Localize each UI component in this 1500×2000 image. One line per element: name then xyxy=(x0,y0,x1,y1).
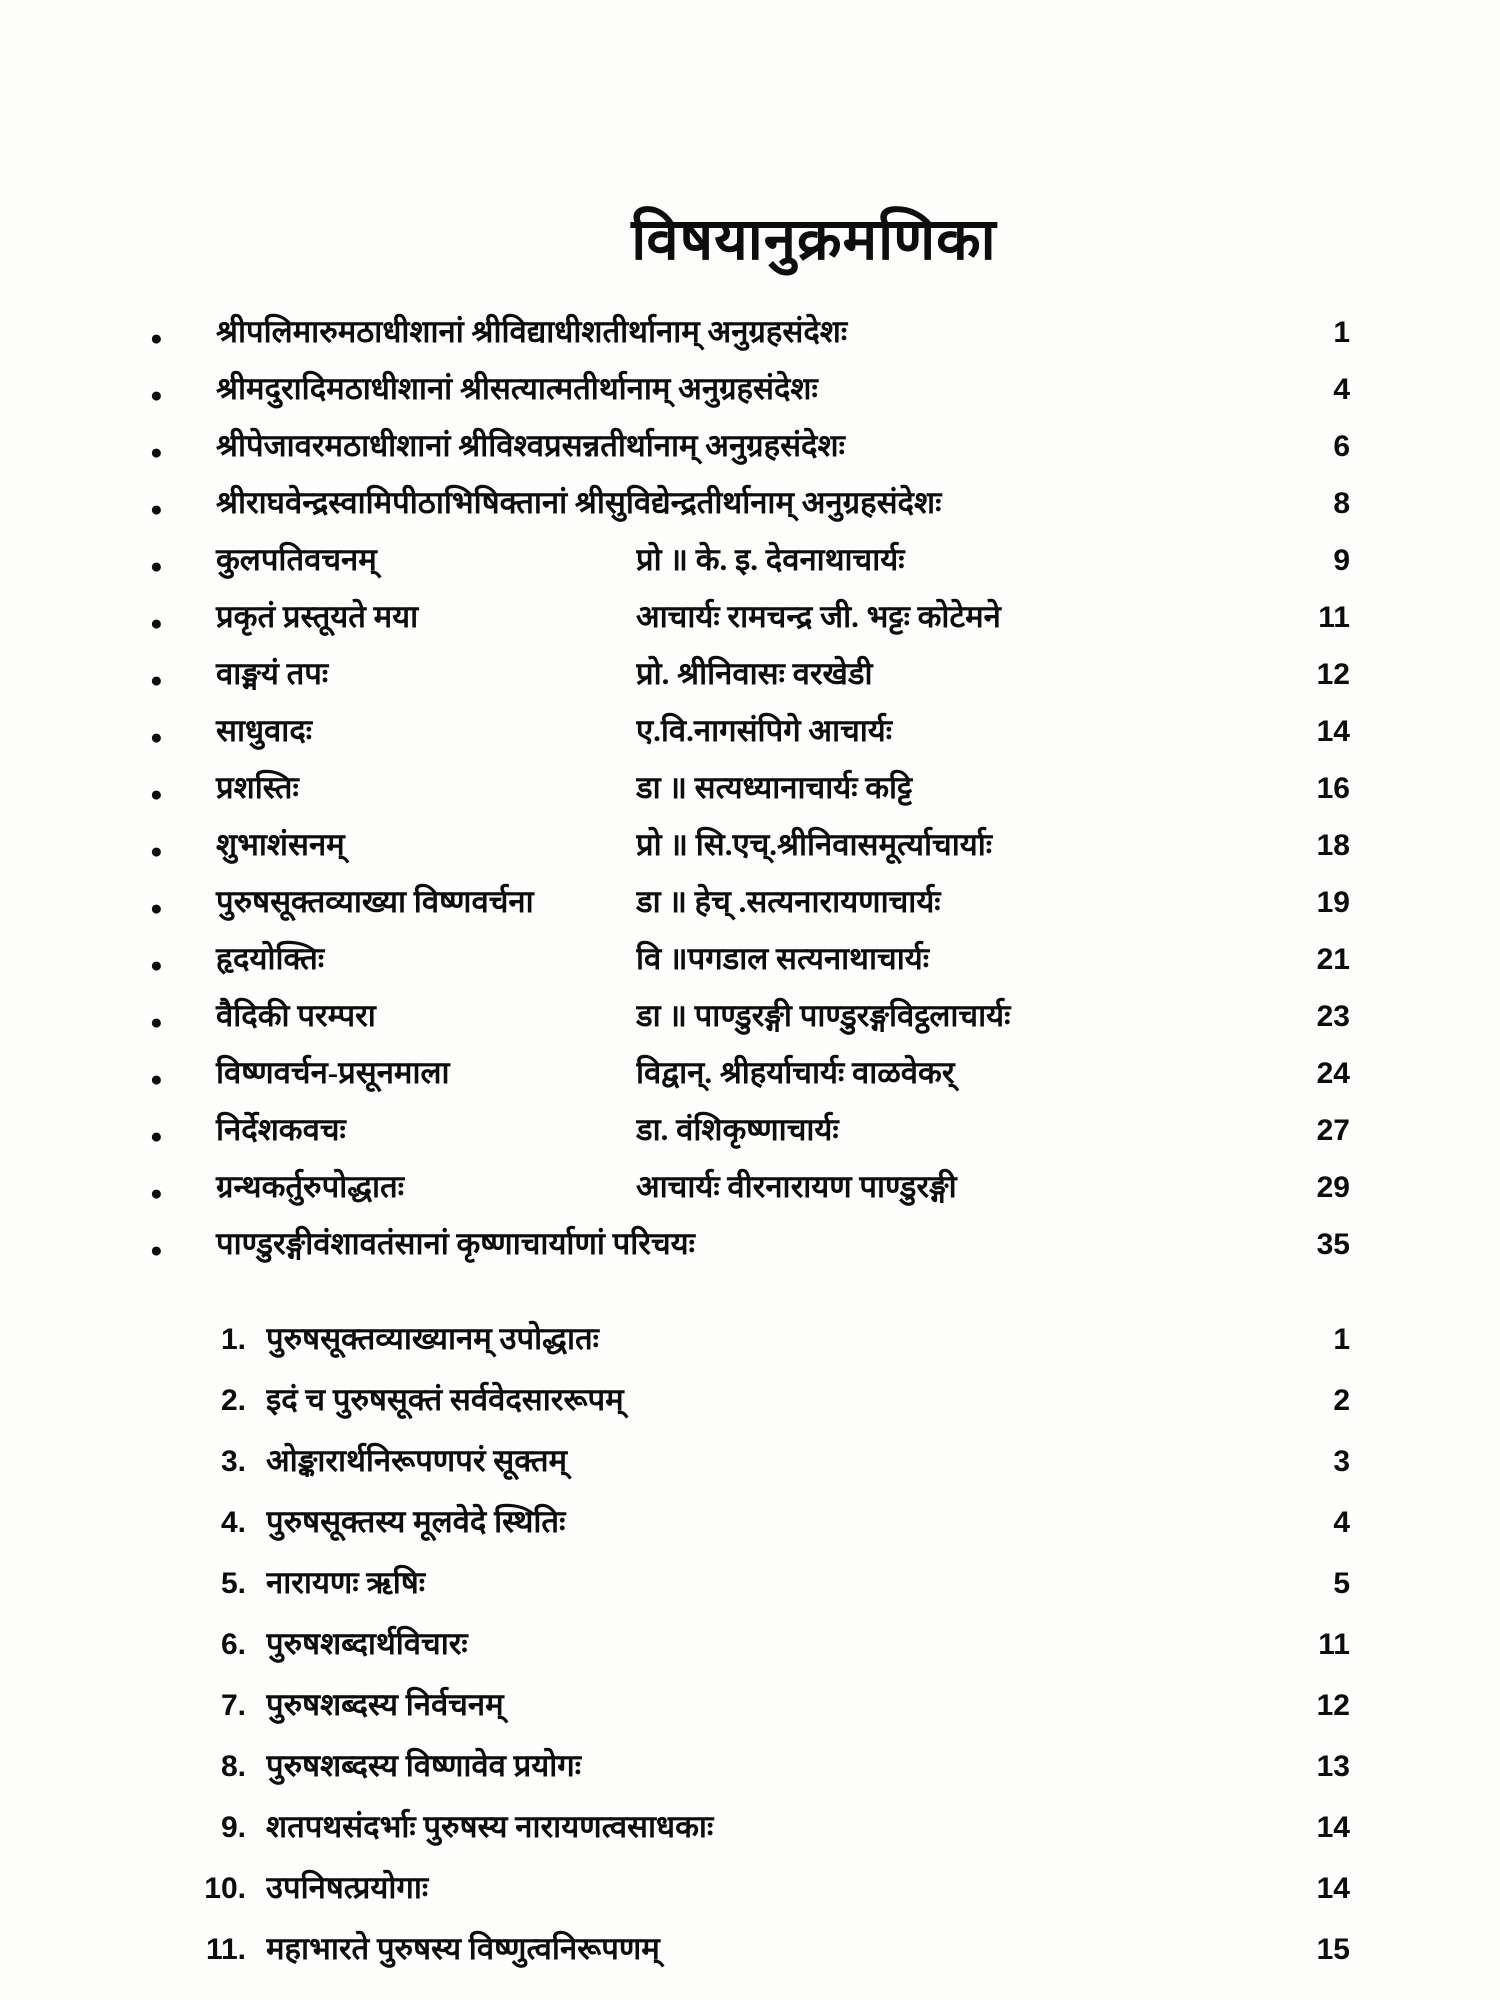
entry-author: प्रो ॥ के. इ. देवनाथाचार्यः xyxy=(636,542,905,577)
bullet-icon: ● xyxy=(150,383,163,407)
numbered-row xyxy=(150,1500,1350,1561)
numbered-row xyxy=(150,1866,1350,1927)
numbered-row xyxy=(150,1805,1350,1866)
entry-page-number: 15 xyxy=(1316,1933,1350,1966)
entry-page-number: 13 xyxy=(1316,1750,1350,1783)
numbered-row xyxy=(150,1683,1350,1744)
entry-title: श्रीपेजावरमठाधीशानां श्रीविश्वप्रसन्नतीर्थानाम् अनुग्रहसंदेशः xyxy=(216,428,845,463)
bullet-icon: ● xyxy=(150,896,163,920)
toc-row xyxy=(150,1108,1350,1165)
entry-title: कुलपतिवचनम् xyxy=(216,542,377,577)
entry-author: डा ॥ पाण्डुरङ्गी पाण्डुरङ्गविट्ठलाचार्यः xyxy=(636,998,1011,1033)
entry-page-number: 4 xyxy=(1333,1506,1350,1539)
entry-page-number: 1 xyxy=(1333,1323,1350,1356)
entry-number: 8. xyxy=(220,1750,246,1783)
entry-page-number: 11 xyxy=(1318,1628,1350,1661)
bullet-icon: ● xyxy=(150,725,163,749)
bullet-icon: ● xyxy=(150,497,163,521)
bullet-icon: ● xyxy=(150,611,163,635)
entry-title: पुरुषसूक्तव्याख्या विष्णवर्चना xyxy=(216,884,534,919)
numbered-row xyxy=(150,1744,1350,1805)
entry-number: 11. xyxy=(205,1933,246,1966)
bullet-icon: ● xyxy=(150,440,163,464)
entry-title: पाण्डुरङ्गीवंशावतंसानां कृष्णाचार्याणां परिचयः xyxy=(216,1226,695,1261)
entry-number: 5. xyxy=(220,1567,246,1600)
entry-number: 7. xyxy=(220,1689,246,1722)
bullet-icon: ● xyxy=(150,1238,163,1262)
toc-numbered-list xyxy=(150,1317,1350,1988)
entry-title: निर्देशकवचः xyxy=(216,1112,346,1147)
page-title: विषयानुक्रमणिका xyxy=(631,207,997,272)
entry-title: हृदयोक्तिः xyxy=(216,941,325,976)
entry-page-number: 9 xyxy=(1333,544,1350,577)
entry-author: विद्वान्. श्रीहर्याचार्यः वाळवेकर् xyxy=(636,1055,955,1090)
entry-page-number: 8 xyxy=(1333,487,1350,520)
entry-page-number: 35 xyxy=(1316,1228,1350,1261)
entry-title: श्रीराघवेन्द्रस्वामिपीठाभिषिक्तानां श्रीसुविद्येन्द्रतीर्थानाम् अनुग्रहसंदेशः xyxy=(216,485,942,520)
bullet-icon: ● xyxy=(150,782,163,806)
entry-author: डा ॥ सत्यध्यानाचार्यः कट्टि xyxy=(636,770,913,805)
bullet-icon: ● xyxy=(150,1124,163,1148)
entry-title: पुरुषशब्दस्य विष्णावेव प्रयोगः xyxy=(266,1748,581,1783)
toc-bullet-list xyxy=(150,310,1350,1279)
toc-row xyxy=(150,538,1350,595)
entry-title: पुरुषशब्दस्य निर्वचनम् xyxy=(266,1687,504,1722)
entry-page-number: 14 xyxy=(1316,715,1350,748)
numbered-row xyxy=(150,1927,1350,1988)
numbered-row xyxy=(150,1439,1350,1500)
numbered-row xyxy=(150,1317,1350,1378)
entry-number: 10. xyxy=(204,1872,246,1905)
toc-row xyxy=(150,595,1350,652)
entry-author: प्रो. श्रीनिवासः वरखेडी xyxy=(636,656,873,691)
toc-row xyxy=(150,424,1350,481)
entry-page-number: 18 xyxy=(1316,829,1350,862)
entry-title: साधुवादः xyxy=(216,713,313,748)
entry-page-number: 4 xyxy=(1333,373,1350,406)
entry-number: 9. xyxy=(220,1811,246,1844)
entry-number: 2. xyxy=(220,1384,246,1417)
toc-row xyxy=(150,652,1350,709)
numbered-row xyxy=(150,1378,1350,1439)
entry-page-number: 11 xyxy=(1318,601,1350,634)
entry-page-number: 6 xyxy=(1333,430,1350,463)
entry-page-number: 24 xyxy=(1316,1057,1350,1090)
entry-page-number: 1 xyxy=(1333,316,1350,349)
entry-author: आचार्यः रामचन्द्र जी. भट्टः कोटेमने xyxy=(636,599,1001,634)
toc-row xyxy=(150,709,1350,766)
toc-row xyxy=(150,481,1350,538)
entry-title: पुरुषसूक्तस्य मूलवेदे स्थितिः xyxy=(266,1504,566,1539)
entry-page-number: 16 xyxy=(1316,772,1350,805)
bullet-icon: ● xyxy=(150,953,163,977)
entry-page-number: 27 xyxy=(1316,1114,1350,1147)
entry-author: डा ॥ हेच् .सत्यनारायणाचार्यः xyxy=(636,884,941,919)
entry-page-number: 14 xyxy=(1316,1811,1350,1844)
entry-author: डा. वंशिकृष्णाचार्यः xyxy=(636,1112,839,1147)
toc-row xyxy=(150,1165,1350,1222)
toc-row xyxy=(150,994,1350,1051)
entry-author: ए.वि.नागसंपिगे आचार्यः xyxy=(636,713,893,748)
entry-author: आचार्यः वीरनारायण पाण्डुरङ्गी xyxy=(636,1169,957,1204)
bullet-icon: ● xyxy=(150,326,163,350)
entry-page-number: 21 xyxy=(1316,943,1350,976)
entry-title: वाङ्मयं तपः xyxy=(216,656,329,691)
bullet-icon: ● xyxy=(150,554,163,578)
entry-number: 3. xyxy=(220,1445,246,1478)
toc-row xyxy=(150,1051,1350,1108)
entry-page-number: 19 xyxy=(1316,886,1350,919)
toc-row xyxy=(150,937,1350,994)
entry-page-number: 12 xyxy=(1316,1689,1350,1722)
entry-title: शतपथसंदर्भाः पुरुषस्य नारायणत्वसाधकाः xyxy=(266,1809,714,1844)
toc-row xyxy=(150,1222,1350,1279)
bullet-icon: ● xyxy=(150,1181,163,1205)
entry-author: प्रो ॥ सि.एच्.श्रीनिवासमूर्त्याचार्याः xyxy=(636,827,993,862)
entry-number: 6. xyxy=(220,1628,246,1661)
entry-page-number: 2 xyxy=(1333,1384,1350,1417)
entry-title: प्रकृतं प्रस्तूयते मया xyxy=(216,599,419,634)
bullet-icon: ● xyxy=(150,1010,163,1034)
toc-row xyxy=(150,823,1350,880)
entry-page-number: 5 xyxy=(1333,1567,1350,1600)
entry-title: इदं च पुरुषसूक्तं सर्ववेदसाररूपम् xyxy=(266,1382,624,1417)
entry-page-number: 12 xyxy=(1316,658,1350,691)
bullet-icon: ● xyxy=(150,1067,163,1091)
entry-author: वि ॥पगडाल सत्यनाथाचार्यः xyxy=(636,941,929,976)
entry-page-number: 3 xyxy=(1333,1445,1350,1478)
entry-number: 1. xyxy=(220,1323,246,1356)
toc-row xyxy=(150,880,1350,937)
entry-title: विष्णवर्चन-प्रसूनमाला xyxy=(216,1055,450,1090)
numbered-row xyxy=(150,1561,1350,1622)
bullet-icon: ● xyxy=(150,668,163,692)
entry-page-number: 14 xyxy=(1316,1872,1350,1905)
numbered-row xyxy=(150,1622,1350,1683)
entry-title: पुरुषशब्दार्थविचारः xyxy=(266,1626,468,1661)
entry-title: महाभारते पुरुषस्य विष्णुत्वनिरूपणम् xyxy=(266,1931,660,1966)
entry-title: श्रीपलिमारुमठाधीशानां श्रीविद्याधीशतीर्थानाम् अनुग्रहसंदेशः xyxy=(216,314,848,349)
entry-title: ओङ्कारार्थनिरूपणपरं सूक्तम् xyxy=(266,1443,568,1478)
entry-page-number: 23 xyxy=(1316,1000,1350,1033)
bullet-icon: ● xyxy=(150,839,163,863)
toc-row xyxy=(150,310,1350,367)
entry-title: पुरुषसूक्तव्याख्यानम् उपोद्धातः xyxy=(266,1321,599,1356)
entry-title: वैदिकी परम्परा xyxy=(216,998,376,1033)
toc-row xyxy=(150,766,1350,823)
toc-row xyxy=(150,367,1350,424)
entry-title: श्रीमदुरादिमठाधीशानां श्रीसत्यात्मतीर्थानाम् अनुग्रहसंदेशः xyxy=(216,371,818,406)
entry-title: शुभाशंसनम् xyxy=(216,827,345,862)
entry-title: प्रशस्तिः xyxy=(216,770,299,805)
entry-title: ग्रन्थकर्तुरुपोद्धातः xyxy=(216,1169,404,1204)
entry-number: 4. xyxy=(220,1506,246,1539)
entry-title: उपनिषत्प्रयोगाः xyxy=(266,1870,429,1905)
entry-title: नारायणः ऋषिः xyxy=(266,1565,425,1600)
entry-page-number: 29 xyxy=(1316,1171,1350,1204)
